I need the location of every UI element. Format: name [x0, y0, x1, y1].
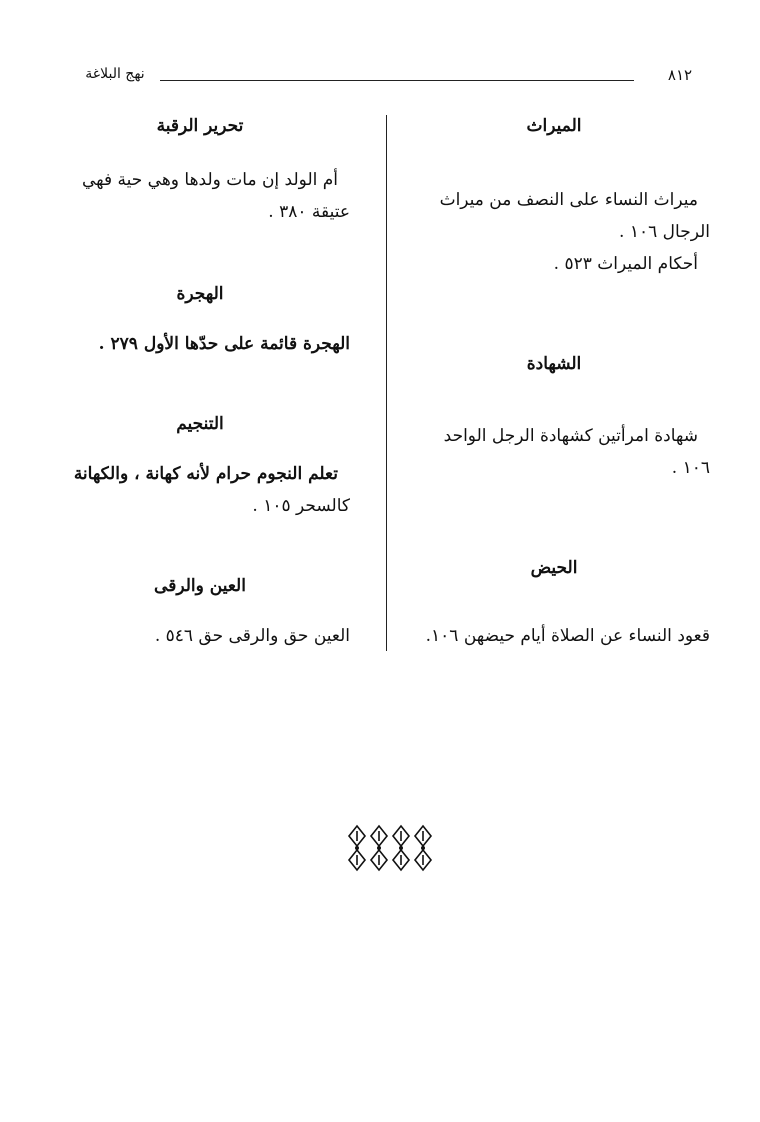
body-line: تعلم النجوم حرام لأنه كهانة ، والكهانة	[73, 464, 338, 484]
body-line: قعود النساء عن الصلاة أيام حيضهن ١٠٦.	[425, 626, 710, 646]
right-column	[398, 100, 710, 660]
section-heading-migration: الهجرة	[176, 284, 224, 304]
section-heading-testimony: الشهادة	[526, 354, 582, 374]
body-line: الرجال ١٠٦ .	[619, 222, 710, 242]
section-body-testimony	[398, 420, 710, 484]
section-heading-emancipation: تحرير الرقبة	[156, 116, 244, 136]
section-heading-evil-eye: العين والرقى	[154, 576, 246, 596]
section-heading-menstruation: الحيض	[530, 558, 578, 578]
body-line: عتيقة ٣٨٠ .	[268, 202, 350, 222]
section-body-emancipation	[50, 164, 350, 228]
body-line: العين حق والرقى حق ٥٤٦ .	[154, 626, 350, 646]
section-body-evil-eye	[50, 620, 350, 652]
body-line: ميراث النساء على النصف من ميراث	[439, 190, 698, 210]
body-line: شهادة امرأتين كشهادة الرجل الواحد	[443, 426, 698, 446]
body-line: الهجرة قائمة على حدّها الأول ٢٧٩ .	[98, 334, 350, 354]
section-body-inheritance	[398, 184, 710, 280]
column-divider	[386, 115, 387, 651]
section-heading-astrology: التنجيم	[176, 414, 224, 434]
body-line: ١٠٦ .	[671, 458, 710, 478]
decorative-ornament-icon	[345, 824, 435, 872]
section-body-astrology	[50, 458, 350, 522]
body-line: كالسحر ١٠٥ .	[252, 496, 350, 516]
header-rule	[160, 80, 634, 81]
book-title: نهج البلاغة	[85, 66, 145, 82]
body-line: أحكام الميراث ٥٢٣ .	[553, 254, 698, 274]
left-column	[50, 100, 350, 660]
section-heading-inheritance: الميراث	[526, 116, 582, 136]
page-number: ٨١٢	[667, 66, 693, 84]
section-body-migration	[50, 328, 350, 360]
body-line: أم الولد إن مات ولدها وهي حية فهي	[81, 170, 338, 190]
section-body-menstruation	[398, 620, 710, 652]
